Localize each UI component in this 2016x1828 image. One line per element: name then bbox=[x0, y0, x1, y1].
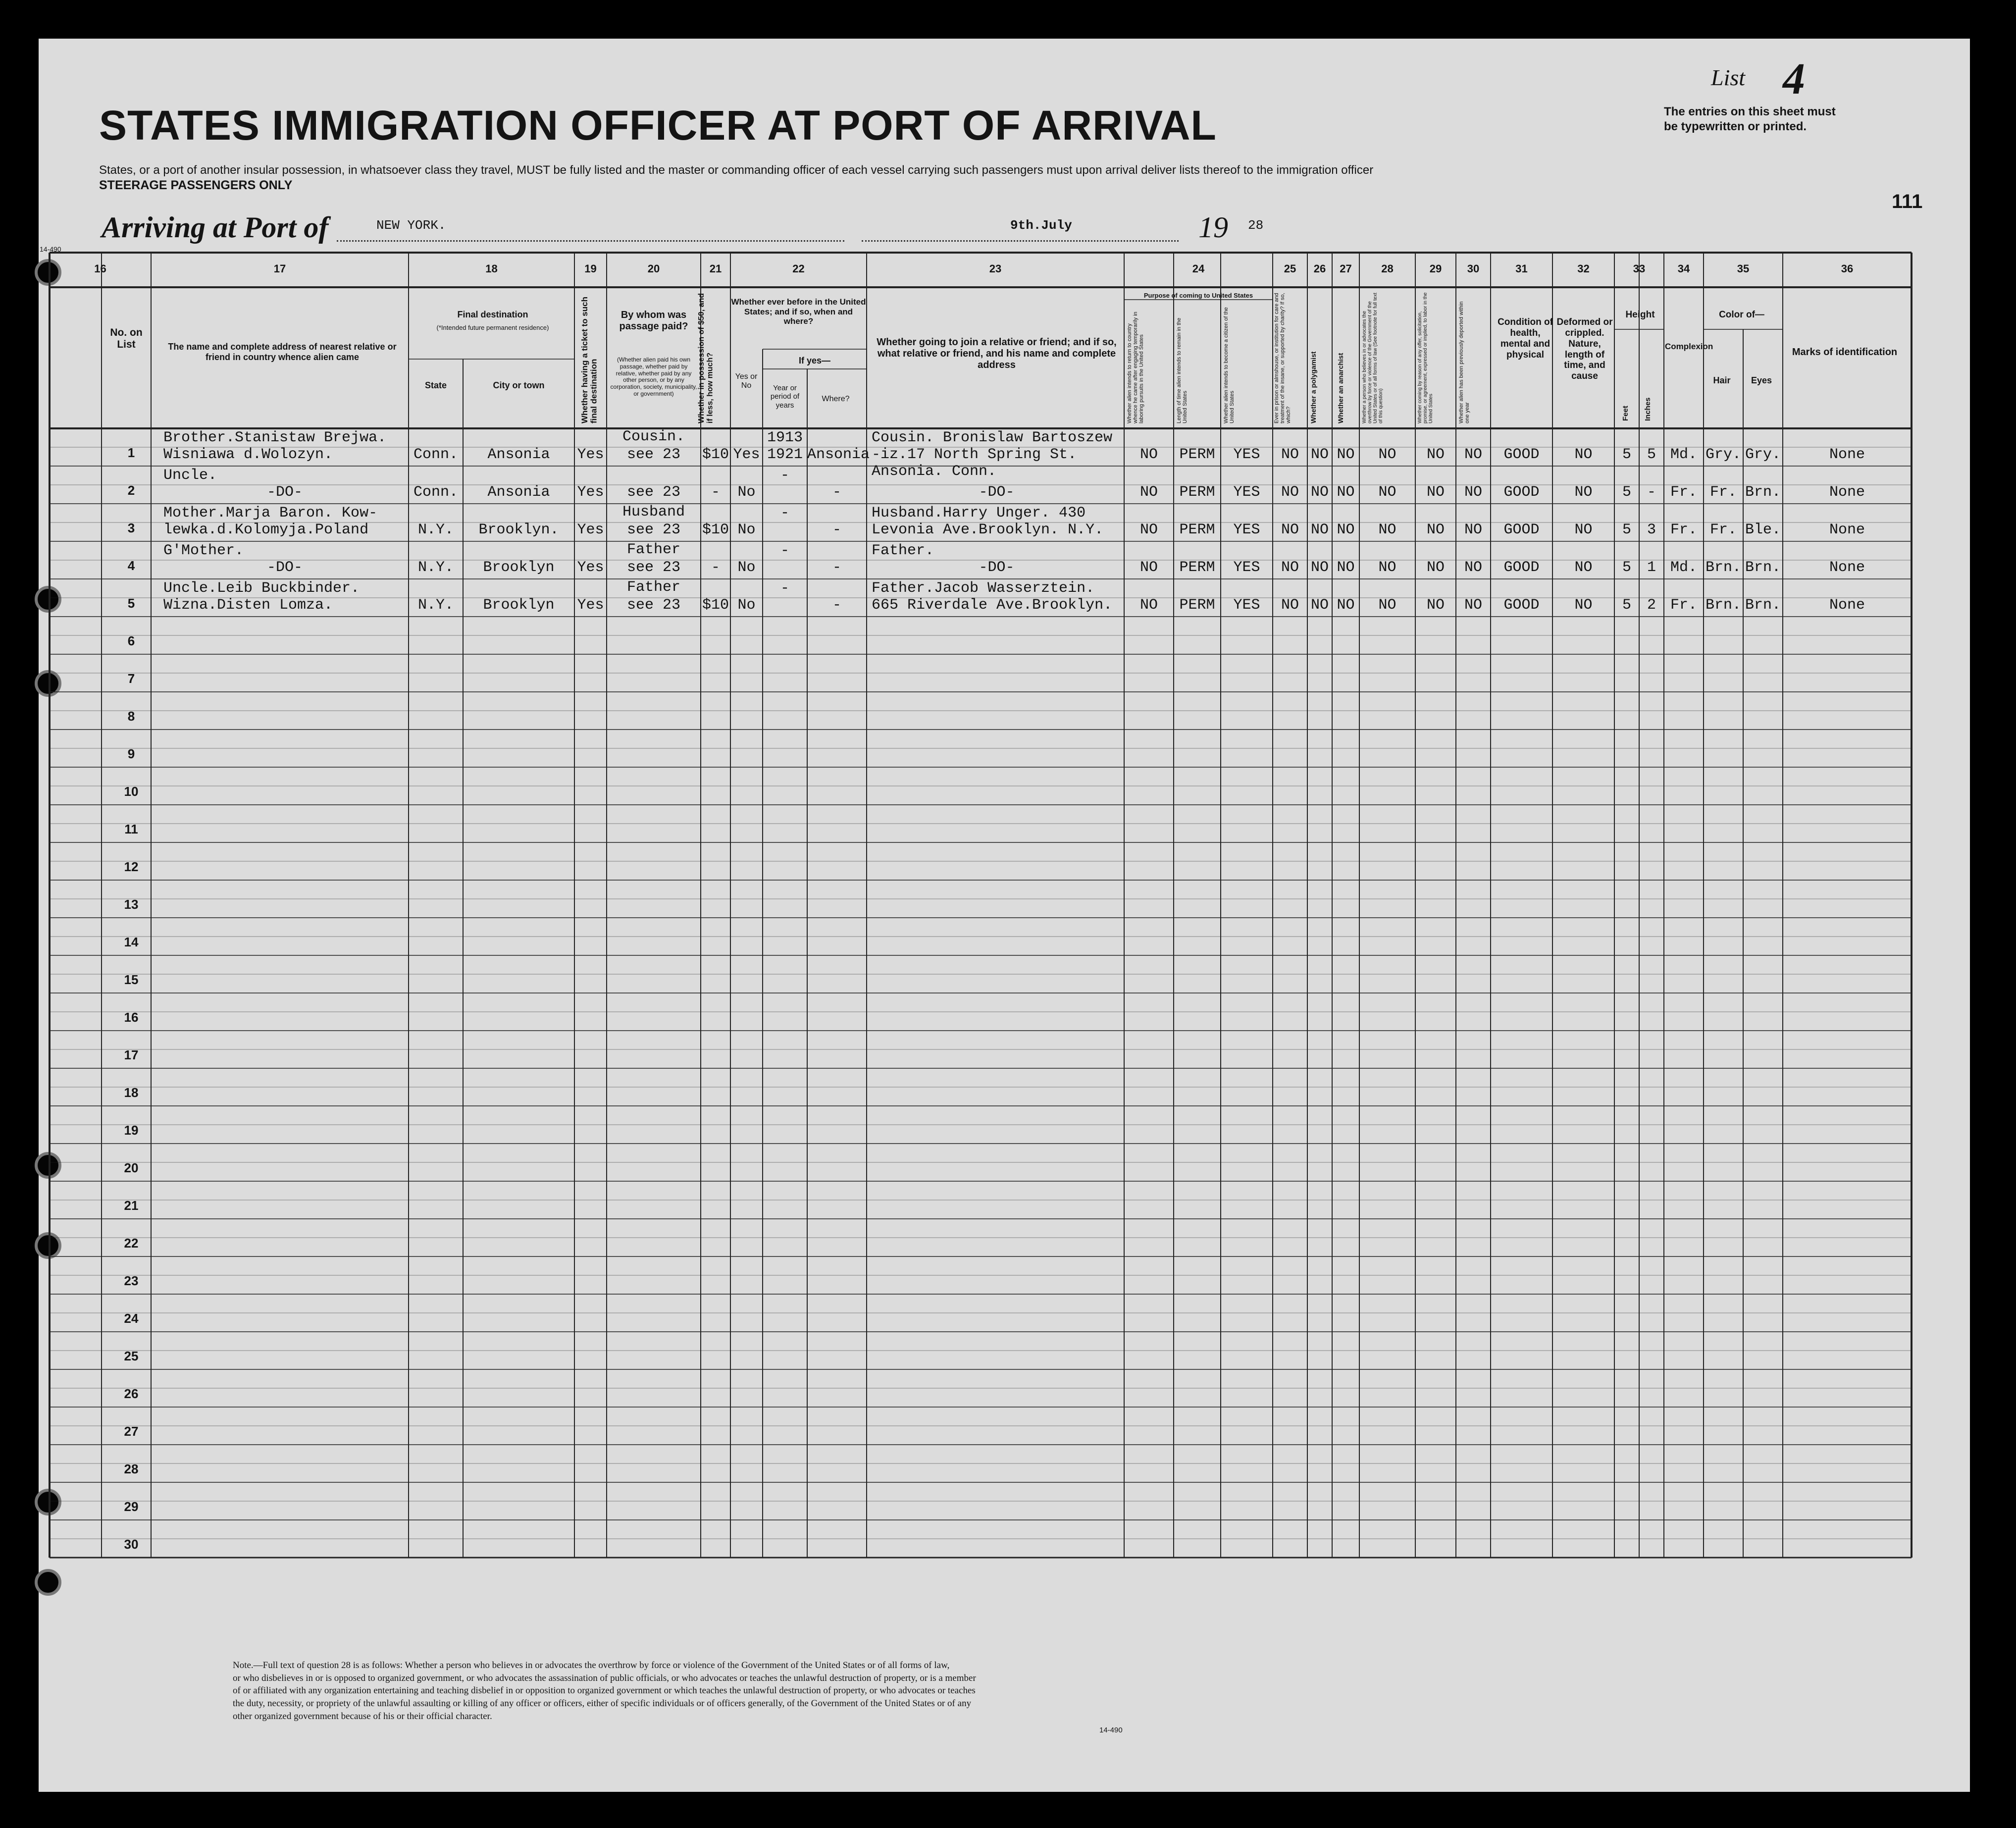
complexion-value: Fr. bbox=[1670, 597, 1697, 614]
health-value: GOOD bbox=[1503, 597, 1540, 614]
form-code: 14-490 bbox=[40, 245, 61, 253]
hair-color: Brn. bbox=[1705, 597, 1741, 614]
header-where: Where? bbox=[822, 395, 850, 403]
column-number: 20 bbox=[647, 262, 660, 275]
deformed-value: NO bbox=[1574, 484, 1593, 501]
joining-line-1: Father.Jacob Wasserztein. bbox=[872, 580, 1095, 597]
purpose-citizen: YES bbox=[1233, 597, 1260, 614]
before-where: - bbox=[832, 559, 841, 576]
row-number: 20 bbox=[124, 1160, 139, 1175]
marks-value: None bbox=[1829, 559, 1865, 576]
destination-city: Ansonia bbox=[487, 484, 550, 501]
height-feet: 5 bbox=[1622, 559, 1631, 576]
eye-color: Ble. bbox=[1745, 522, 1781, 538]
purpose-citizen: YES bbox=[1233, 446, 1260, 463]
joining-line-1: Cousin. Bronislaw Bartoszew bbox=[872, 429, 1113, 446]
purpose-return: NO bbox=[1139, 484, 1158, 501]
anarchist-value: NO bbox=[1337, 484, 1355, 501]
row-number: 11 bbox=[124, 822, 138, 836]
header-inches: Inches bbox=[1644, 397, 1652, 421]
row-number: 6 bbox=[127, 633, 135, 648]
row-number: 25 bbox=[124, 1349, 139, 1363]
purpose-length: PERM bbox=[1179, 559, 1215, 576]
header-col29: Whether coming by reason of any offer, solicitation, promise, or agreement, expressed or implied, to labor in the United States bbox=[1417, 292, 1434, 423]
column-number: 19 bbox=[584, 262, 597, 275]
footnote bbox=[233, 1659, 1223, 1723]
column-number: 23 bbox=[989, 262, 1002, 275]
ticket-value: Yes bbox=[577, 446, 604, 463]
header-health: Condition of health, mental and physical bbox=[1498, 317, 1553, 360]
before-year: 1913 bbox=[767, 429, 803, 446]
destination-state: Conn. bbox=[413, 446, 458, 463]
eye-color: Brn. bbox=[1745, 597, 1781, 614]
purpose-citizen: YES bbox=[1233, 559, 1260, 576]
joining-line-2: 665 Riverdale Ave.Brooklyn. bbox=[872, 597, 1113, 614]
header-deformed: Deformed or crippled. Nature, length of time, and cause bbox=[1556, 317, 1613, 382]
before-year: - bbox=[780, 505, 789, 522]
header-marks: Marks of identification bbox=[1792, 347, 1898, 358]
before-year: - bbox=[780, 467, 789, 484]
health-value: GOOD bbox=[1503, 446, 1540, 463]
col30-value: NO bbox=[1464, 559, 1482, 576]
header-relative: The name and complete address of nearest relative or friend in country whence alien came bbox=[168, 342, 397, 362]
col29-value: NO bbox=[1426, 597, 1445, 614]
joining-line-2: Levonia Ave.Brooklyn. N.Y. bbox=[872, 522, 1104, 538]
col30-value: NO bbox=[1464, 484, 1482, 501]
purpose-length: PERM bbox=[1179, 446, 1215, 463]
header-state: State bbox=[424, 380, 447, 390]
row-number: 2 bbox=[127, 483, 135, 498]
col30-value: NO bbox=[1464, 597, 1482, 614]
entries-note-2: be typewritten or printed. bbox=[1664, 120, 1807, 133]
relative-line-2: Wisniawa d.Wolozyn. bbox=[163, 446, 333, 463]
row-number: 16 bbox=[124, 1010, 139, 1025]
relative-line-1: Brother.Stanistaw Brejwa. bbox=[163, 429, 387, 446]
column-number: 29 bbox=[1429, 262, 1442, 275]
row-number: 12 bbox=[124, 859, 139, 874]
purpose-citizen: YES bbox=[1233, 522, 1260, 538]
header-final-destination: Final destination bbox=[457, 310, 528, 319]
header-complexion: Complexion bbox=[1665, 342, 1713, 351]
ticket-value: Yes bbox=[577, 559, 604, 576]
row-number: 21 bbox=[124, 1198, 139, 1213]
money-value: - bbox=[711, 484, 720, 501]
anarchist-value: NO bbox=[1337, 522, 1355, 538]
eye-color: Brn. bbox=[1745, 484, 1781, 501]
header-purpose-length: Length of time alien intends to remain in the United States bbox=[1176, 317, 1189, 423]
purpose-length: PERM bbox=[1179, 522, 1215, 538]
height-inches: 5 bbox=[1647, 446, 1656, 463]
joining-line-2: -iz.17 North Spring St. bbox=[872, 446, 1077, 463]
intro-text: States, or a port of another insular possession, in whatsoever class they travel, MUST be fully listed and the master or commanding officer of each vessel carrying such passengers must upon arrival deliver lists thereof to the immigration officer bbox=[99, 163, 1374, 177]
complexion-value: Fr. bbox=[1670, 484, 1697, 501]
before-yes-no: Yes bbox=[733, 446, 760, 463]
joining-line-1: Father. bbox=[872, 542, 934, 559]
passage-paid-by: Father bbox=[626, 579, 681, 596]
arriving-label: Arriving at Port of bbox=[102, 211, 329, 244]
col25-value: NO bbox=[1281, 597, 1299, 614]
row-number: 29 bbox=[124, 1499, 139, 1514]
footnote-line: the duty, necessity, or propriety of the unlawful assaulting or killing of any officer or officers, either of specific individuals or of officers generally, of the Government of the United States or of any bbox=[233, 1698, 972, 1709]
col30-value: NO bbox=[1464, 446, 1482, 463]
header-height: Height bbox=[1625, 310, 1655, 320]
row-number: 9 bbox=[127, 746, 135, 761]
row-number: 24 bbox=[124, 1311, 139, 1326]
height-inches: - bbox=[1647, 484, 1656, 501]
row-number: 3 bbox=[127, 521, 135, 535]
anarchist-value: NO bbox=[1337, 559, 1355, 576]
purpose-return: NO bbox=[1139, 522, 1158, 538]
column-number: 30 bbox=[1467, 262, 1480, 275]
header-money: Whether in possession of $50, and if less, how much? bbox=[697, 293, 715, 423]
col29-value: NO bbox=[1426, 559, 1445, 576]
passage-reference: see 23 bbox=[626, 559, 681, 576]
before-year: - bbox=[780, 580, 789, 597]
row-number: 1 bbox=[127, 445, 135, 460]
footer-code: 14-490 bbox=[1099, 1726, 1123, 1734]
eye-color: Gry. bbox=[1745, 446, 1781, 463]
column-number: 22 bbox=[792, 262, 805, 275]
before-where: - bbox=[832, 597, 841, 614]
column-number: 24 bbox=[1192, 262, 1205, 275]
row-number: 23 bbox=[124, 1273, 139, 1288]
header-passage: By whom was passage paid? bbox=[619, 310, 688, 332]
passage-reference: see 23 bbox=[626, 484, 681, 501]
polygamist-value: NO bbox=[1310, 559, 1329, 576]
date-value: 9th.July bbox=[1010, 218, 1072, 233]
before-where: Ansonia bbox=[807, 446, 870, 463]
column-number: 32 bbox=[1577, 262, 1590, 275]
deformed-value: NO bbox=[1574, 559, 1593, 576]
height-inches: 3 bbox=[1647, 522, 1656, 538]
purpose-citizen: YES bbox=[1233, 484, 1260, 501]
complexion-value: Fr. bbox=[1670, 522, 1697, 538]
col25-value: NO bbox=[1281, 522, 1299, 538]
deformed-value: NO bbox=[1574, 522, 1593, 538]
passage-paid-by: Father bbox=[626, 541, 681, 558]
ticket-value: Yes bbox=[577, 484, 604, 501]
header-year-period: Year or period of years bbox=[770, 384, 800, 410]
header-col28: Whether a person who believes in or advocates the overthrow by force or violence of the Government of the United States or of all forms of law (See footnote for full text of this question) bbox=[1362, 292, 1384, 423]
row-number: 5 bbox=[127, 596, 135, 611]
hair-color: Fr. bbox=[1709, 522, 1737, 538]
header-before: Whether ever before in the United States; and if so, when and where? bbox=[731, 297, 866, 326]
page-title: STATES IMMIGRATION OFFICER AT PORT OF ARRIVAL bbox=[99, 102, 1217, 149]
header-purpose-return: Whether alien intends to return to country whence he came after engaging temporarily in laboring pursuits in the United States bbox=[1127, 312, 1145, 423]
row-number: 26 bbox=[124, 1386, 139, 1401]
deformed-value: NO bbox=[1574, 446, 1593, 463]
column-number: 25 bbox=[1284, 262, 1296, 275]
height-feet: 5 bbox=[1622, 597, 1631, 614]
col29-value: NO bbox=[1426, 522, 1445, 538]
col29-value: NO bbox=[1426, 446, 1445, 463]
destination-state: Conn. bbox=[413, 484, 458, 501]
relative-line-1: Uncle. bbox=[163, 467, 217, 484]
joining-line-2: -DO- bbox=[979, 484, 1015, 501]
col28-value: NO bbox=[1378, 484, 1396, 501]
row-number: 7 bbox=[127, 671, 135, 686]
row-number: 15 bbox=[124, 972, 139, 987]
complexion-value: Md. bbox=[1670, 446, 1697, 463]
purpose-length: PERM bbox=[1179, 597, 1215, 614]
column-number: 28 bbox=[1381, 262, 1394, 275]
footnote-line: or who disbelieves in or is opposed to organized government, or who advocates the assassination of public officials, or who advocates or teaches the unlawful destruction of property, or is a member bbox=[233, 1672, 976, 1683]
row-number: 13 bbox=[124, 897, 139, 912]
purpose-return: NO bbox=[1139, 597, 1158, 614]
year-prefix: 19 bbox=[1198, 211, 1228, 244]
before-yes-no: No bbox=[737, 484, 756, 501]
before-yes-no: No bbox=[737, 597, 756, 614]
header-col30: Whether alien has been previously deported within one year bbox=[1458, 301, 1471, 423]
entries-note-1: The entries on this sheet must bbox=[1664, 105, 1836, 118]
eye-color: Brn. bbox=[1745, 559, 1781, 576]
col28-value: NO bbox=[1378, 597, 1396, 614]
deformed-value: NO bbox=[1574, 597, 1593, 614]
column-number: 31 bbox=[1515, 262, 1528, 275]
marks-value: None bbox=[1829, 522, 1865, 538]
relative-line-2: Wizna.Disten Lomza. bbox=[163, 597, 333, 614]
relative-line-1: Uncle.Leib Buckbinder. bbox=[163, 580, 360, 597]
row-number: 22 bbox=[124, 1236, 139, 1251]
column-number: 18 bbox=[485, 262, 498, 275]
passage-paid-by: Cousin. bbox=[622, 428, 685, 445]
marks-value: None bbox=[1829, 597, 1865, 614]
header-polygamist: Whether a polygamist bbox=[1309, 351, 1317, 423]
health-value: GOOD bbox=[1503, 559, 1540, 576]
passage-reference: see 23 bbox=[626, 446, 681, 463]
marks-value: None bbox=[1829, 484, 1865, 501]
destination-city: Ansonia bbox=[487, 446, 550, 463]
money-value: $10 bbox=[702, 522, 729, 538]
row-number: 27 bbox=[124, 1424, 139, 1439]
col29-value: NO bbox=[1426, 484, 1445, 501]
height-feet: 5 bbox=[1622, 446, 1631, 463]
relative-line-2: -DO- bbox=[266, 484, 303, 501]
destination-city: Brooklyn bbox=[483, 597, 555, 614]
ticket-value: Yes bbox=[577, 597, 604, 614]
col25-value: NO bbox=[1281, 559, 1299, 576]
port-value: NEW YORK. bbox=[376, 218, 446, 233]
health-value: GOOD bbox=[1503, 484, 1540, 501]
col28-value: NO bbox=[1378, 559, 1396, 576]
hair-color: Fr. bbox=[1709, 484, 1737, 501]
row-number: 8 bbox=[127, 709, 135, 724]
relative-line-2: lewka.d.Kolomyja.Poland bbox=[163, 522, 369, 538]
column-number: 35 bbox=[1737, 262, 1750, 275]
row-number: 17 bbox=[124, 1047, 139, 1062]
polygamist-value: NO bbox=[1310, 522, 1329, 538]
money-value: - bbox=[711, 559, 720, 576]
col28-value: NO bbox=[1378, 446, 1396, 463]
row-number: 30 bbox=[124, 1537, 139, 1552]
col25-value: NO bbox=[1281, 446, 1299, 463]
destination-state: N.Y. bbox=[417, 597, 454, 614]
header-feet: Feet bbox=[1621, 406, 1630, 421]
before-where: - bbox=[832, 484, 841, 501]
money-value: $10 bbox=[702, 446, 729, 463]
steerage-label: STEERAGE PASSENGERS ONLY bbox=[99, 178, 293, 192]
purpose-return: NO bbox=[1139, 559, 1158, 576]
header-col25: Ever in prison or almshouse, or institution for care and treatment of the insane, or supported by charity? If so, which? bbox=[1274, 293, 1292, 423]
height-feet: 5 bbox=[1622, 484, 1631, 501]
page-number: 111 bbox=[1892, 191, 1923, 212]
destination-state: N.Y. bbox=[417, 522, 454, 538]
before-year: - bbox=[780, 542, 789, 559]
header-eyes: Eyes bbox=[1751, 375, 1772, 385]
column-number: 21 bbox=[709, 262, 722, 275]
before-where: - bbox=[832, 522, 841, 538]
height-inches: 1 bbox=[1647, 559, 1656, 576]
before-year-2: 1921 bbox=[767, 446, 803, 463]
col30-value: NO bbox=[1464, 522, 1482, 538]
list-number: 4 bbox=[1783, 54, 1805, 104]
polygamist-value: NO bbox=[1310, 446, 1329, 463]
header-ticket: Whether having a ticket to such final destination bbox=[580, 297, 599, 423]
row-number: 14 bbox=[124, 935, 139, 949]
header-hair: Hair bbox=[1713, 375, 1731, 385]
complexion-value: Md. bbox=[1670, 559, 1697, 576]
column-number: 33 bbox=[1633, 262, 1646, 275]
header-final-destination-note: (*Intended future permanent residence) bbox=[436, 324, 549, 331]
header-purpose: Purpose of coming to United States bbox=[1143, 292, 1253, 299]
joining-line-1: Husband.Harry Unger. 430 bbox=[872, 505, 1086, 522]
header-anarchist: Whether an anarchist bbox=[1337, 353, 1344, 423]
joining-line-3: Ansonia. Conn. bbox=[872, 463, 997, 480]
col28-value: NO bbox=[1378, 522, 1396, 538]
column-number: 34 bbox=[1677, 262, 1690, 275]
money-value: $10 bbox=[702, 597, 729, 614]
column-number: 26 bbox=[1313, 262, 1326, 275]
before-yes-no: No bbox=[737, 559, 756, 576]
header-purpose-citizen: Whether alien intends to become a citizen of the United States bbox=[1223, 307, 1236, 423]
marks-value: None bbox=[1829, 446, 1865, 463]
joining-line-2: -DO- bbox=[979, 559, 1015, 576]
anarchist-value: NO bbox=[1337, 597, 1355, 614]
row-number: 4 bbox=[127, 558, 135, 573]
footnote-line: Note.—Full text of question 28 is as follows: Whether a person who believes in or advocates the overthrow by force or violence of the Government of the United States or of all forms of law, bbox=[233, 1660, 950, 1671]
polygamist-value: NO bbox=[1310, 597, 1329, 614]
column-number: 27 bbox=[1340, 262, 1352, 275]
purpose-return: NO bbox=[1139, 446, 1158, 463]
header-color-of: Color of— bbox=[1719, 310, 1764, 320]
before-yes-no: No bbox=[737, 522, 756, 538]
col25-value: NO bbox=[1281, 484, 1299, 501]
footnote-line: other organized government because of his or their official character. bbox=[233, 1711, 492, 1722]
destination-city: Brooklyn bbox=[483, 559, 555, 576]
header-passage-note: (Whether alien paid his own passage, whether paid by relative, whether paid by any other person, or by any corporation, society, municipality, or government) bbox=[610, 356, 697, 397]
health-value: GOOD bbox=[1503, 522, 1540, 538]
passage-reference: see 23 bbox=[626, 522, 681, 538]
relative-line-1: Mother.Marja Baron. Kow- bbox=[163, 505, 378, 522]
row-number: 19 bbox=[124, 1123, 139, 1138]
ticket-value: Yes bbox=[577, 522, 604, 538]
row-number: 10 bbox=[124, 784, 139, 799]
row-number: 18 bbox=[124, 1085, 139, 1100]
header-no-on-list: No. on List bbox=[110, 327, 143, 351]
header-joining: Whether going to join a relative or friend; and if so, what relative or friend, and his name and complete address bbox=[877, 337, 1117, 370]
height-inches: 2 bbox=[1647, 597, 1656, 614]
polygamist-value: NO bbox=[1310, 484, 1329, 501]
hair-color: Gry. bbox=[1705, 446, 1741, 463]
passage-reference: see 23 bbox=[626, 597, 681, 614]
footnote-line: of or affiliated with any organization entertaining and teaching disbelief in or opposition to organized government or which teaches the unlawful destruction of property, or who advocates or teaches bbox=[233, 1685, 976, 1696]
destination-state: N.Y. bbox=[417, 559, 454, 576]
year-suffix: 28 bbox=[1248, 218, 1264, 233]
destination-city: Brooklyn. bbox=[478, 522, 559, 538]
hair-color: Brn. bbox=[1705, 559, 1741, 576]
height-feet: 5 bbox=[1622, 522, 1631, 538]
relative-line-1: G'Mother. bbox=[163, 542, 244, 559]
column-number: 17 bbox=[273, 262, 286, 275]
list-label: List bbox=[1711, 65, 1746, 90]
header-yes-no: Yes or No bbox=[735, 372, 758, 390]
passage-paid-by: Husband bbox=[622, 504, 685, 521]
relative-line-2: -DO- bbox=[266, 559, 303, 576]
column-number: 16 bbox=[94, 262, 106, 275]
header-city: City or town bbox=[493, 380, 545, 390]
header-if-yes: If yes— bbox=[798, 356, 831, 366]
purpose-length: PERM bbox=[1179, 484, 1215, 501]
column-number: 36 bbox=[1841, 262, 1854, 275]
anarchist-value: NO bbox=[1337, 446, 1355, 463]
row-number: 28 bbox=[124, 1462, 139, 1476]
